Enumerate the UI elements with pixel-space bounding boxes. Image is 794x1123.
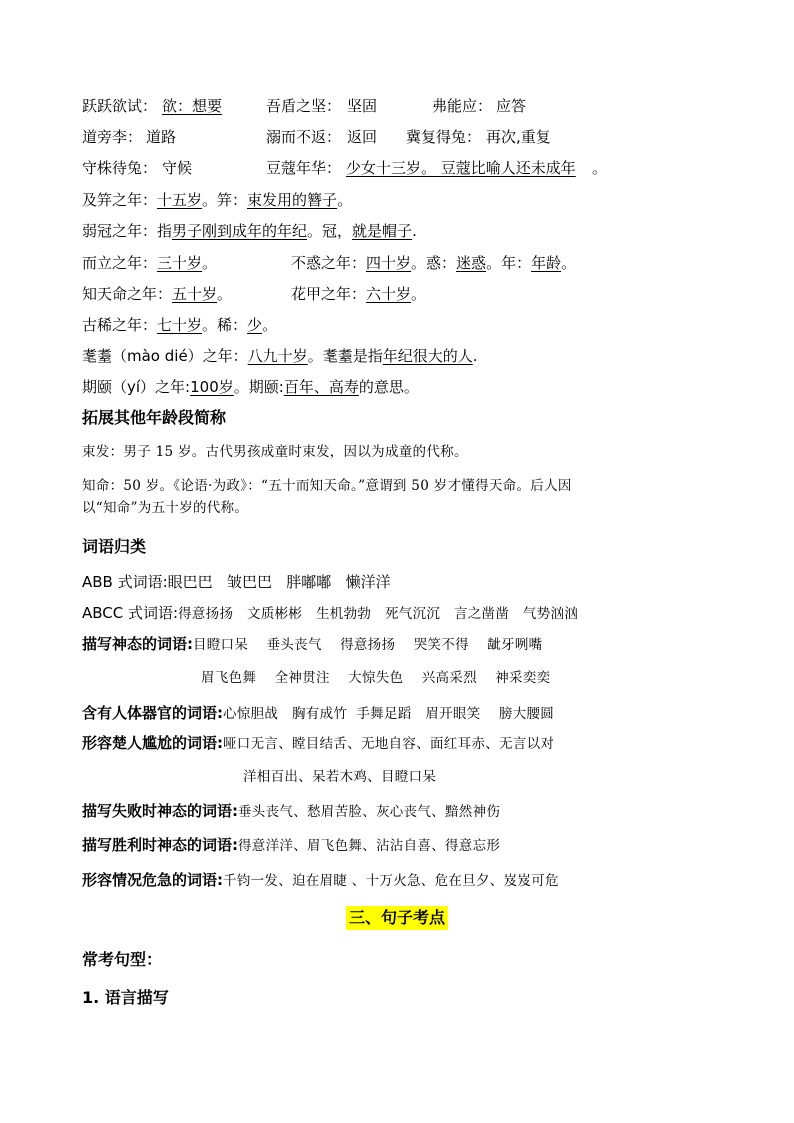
age-value: 七十岁	[157, 316, 203, 334]
punctuation: 。	[217, 285, 233, 303]
age-text: 。耄耋是指	[307, 347, 383, 365]
category-words: 哑口无言、瞠目结舌、无地自容、面红耳赤、无言以对	[223, 736, 555, 752]
age-meaning: 年纪很大的人	[382, 347, 473, 365]
idiom-term: 守株待兔：	[82, 159, 158, 177]
category-label: ABB 式词语:	[82, 573, 168, 591]
age-meaning: 男子刚到成年的年纪	[172, 222, 308, 240]
age-line-maodie	[82, 346, 478, 366]
category-label: ABCC 式词语:	[82, 604, 179, 622]
age-value: 三十岁	[157, 254, 203, 272]
age-term: 古稀之年：	[82, 316, 158, 334]
idiom-term: 弗能应：	[432, 97, 493, 115]
extension-heading: 拓展其他年龄段简称	[82, 408, 227, 427]
victory-words-line	[82, 835, 500, 856]
idiom-definition: 返回	[347, 128, 378, 146]
idiom-definition: 应答	[496, 97, 527, 115]
age-text: 。笄：	[202, 191, 248, 209]
age-text: 的意思。	[358, 378, 419, 396]
age-text: 。惑：	[411, 254, 457, 272]
idiom-term: 吾盾之坚：	[266, 97, 342, 115]
age-term: 及笄之年：	[82, 191, 158, 209]
age-term: 耄耋（mào dié）之年：	[82, 347, 248, 365]
idiom-term: 溺而不返：	[266, 128, 342, 146]
extension-paragraph-zhiming-1: 知命：50 岁。《论语·为政》：“五十而知天命。”意谓到 50 岁才懂得天命。后人因	[82, 478, 572, 494]
awkward-words-line-1	[82, 733, 554, 754]
punctuation: 。	[337, 191, 353, 209]
age-value: 100岁	[190, 378, 234, 396]
punctuation: 。	[411, 285, 427, 303]
category-label: 形容楚人尴尬的词语:	[82, 734, 223, 752]
category-label: 描写胜利时神态的词语:	[82, 836, 238, 854]
category-label: 形容情况危急的词语:	[82, 871, 223, 889]
age-term: 期颐（yí）之年:	[82, 378, 191, 396]
category-label: 含有人体器官的词语:	[82, 704, 223, 722]
section-subheading: 常考句型：	[82, 950, 163, 969]
punctuation: 。	[592, 159, 608, 177]
age-value: 十五岁	[157, 191, 203, 209]
age-value: 四十岁	[366, 254, 412, 272]
age-term: 知天命之年：	[82, 285, 173, 303]
category-words: 眼巴巴 皱巴巴 胖嘟嘟 懒洋洋	[167, 573, 391, 591]
age-line-jiji	[82, 190, 352, 210]
idiom-definition: 少女十三岁。 豆蔻比喻人还未成年	[346, 159, 576, 177]
category-words: 千钧一发、迫在眉睫 、十万火急、危在旦夕、岌岌可危	[223, 873, 559, 889]
idiom-term: 豆蔻年华：	[266, 159, 342, 177]
expression-words-line-1	[82, 634, 542, 655]
age-meaning: 百年、高寿	[283, 378, 359, 396]
section-title: 三、句子考点	[346, 906, 448, 930]
age-meaning: 束发用的簪子	[247, 191, 338, 209]
punctuation: 。	[561, 254, 577, 272]
age-line-ruoguan	[82, 221, 417, 241]
idiom-term: 冀复得兔：	[406, 128, 482, 146]
abcc-words-line	[82, 603, 578, 624]
abb-words-line	[82, 572, 391, 592]
idiom-term: 跃跃欲试：	[82, 97, 158, 115]
danger-words-line	[82, 870, 559, 891]
age-term: 弱冠之年：指	[82, 222, 173, 240]
category-words: 得意扬扬 文质彬彬 生机勃勃 死气沉沉 言之凿凿 气势汹汹	[178, 606, 579, 622]
expression-words-line-2: 眉飞色舞 全神贯注 大惊失色 兴高采烈 神采奕奕	[201, 670, 551, 686]
age-line-qiyi	[82, 377, 419, 397]
category-label: 描写神态的词语:	[82, 635, 193, 653]
age-term: 花甲之年：	[291, 285, 367, 303]
idiom-definition: 道路	[146, 128, 177, 146]
age-meaning: 少	[247, 316, 263, 334]
age-value: 八九十岁	[247, 347, 308, 365]
age-text: 。年：	[486, 254, 532, 272]
age-term: 而立之年：	[82, 254, 158, 272]
age-text: 。期颐:	[233, 378, 284, 396]
idiom-term: 道旁李：	[82, 128, 143, 146]
idiom-definition: 欲：想要	[162, 97, 223, 115]
extension-paragraph-shufa: 束发：男子 15 岁。古代男孩成童时束发，因以为成童的代称。	[82, 444, 468, 460]
organ-words-line	[82, 703, 554, 724]
category-label: 描写失败时神态的词语:	[82, 802, 238, 820]
punctuation: .	[412, 222, 417, 240]
age-line-guxi	[82, 315, 277, 335]
failure-words-line	[82, 801, 500, 822]
age-term: 不惑之年：	[291, 254, 367, 272]
section-item-1: 1. 语言描写	[82, 988, 169, 1007]
category-words: 心惊胆战 胸有成竹 手舞足蹈 眉开眼笑 膀大腰圆	[223, 706, 555, 722]
category-words: 目瞪口呆 垂头丧气 得意扬扬 哭笑不得 龇牙咧嘴	[193, 637, 543, 653]
idiom-definition: 守候	[162, 159, 193, 177]
extension-paragraph-zhiming-2: 以“知命”为五十岁的代称。	[82, 500, 249, 516]
punctuation: 。	[202, 254, 218, 272]
age-meaning: 年龄	[531, 254, 562, 272]
age-meaning: 迷惑	[456, 254, 487, 272]
punctuation: 。	[262, 316, 278, 334]
age-text: 。稀：	[202, 316, 248, 334]
age-text: 。冠，	[307, 222, 353, 240]
idiom-definition: 坚固	[347, 97, 378, 115]
category-words: 得意洋洋、眉飞色舞、沾沾自喜、得意忘形	[238, 838, 501, 854]
age-value: 五十岁	[172, 285, 218, 303]
age-meaning: 就是帽子	[352, 222, 413, 240]
classify-heading: 词语归类	[82, 537, 147, 556]
punctuation: .	[472, 347, 478, 365]
age-value: 六十岁	[366, 285, 412, 303]
category-words: 垂头丧气、愁眉苦脸、灰心丧气、黯然神伤	[238, 804, 501, 820]
awkward-words-line-2: 洋相百出、呆若木鸡、目瞪口呆	[243, 769, 437, 785]
idiom-definition: 再次,重复	[486, 128, 551, 146]
